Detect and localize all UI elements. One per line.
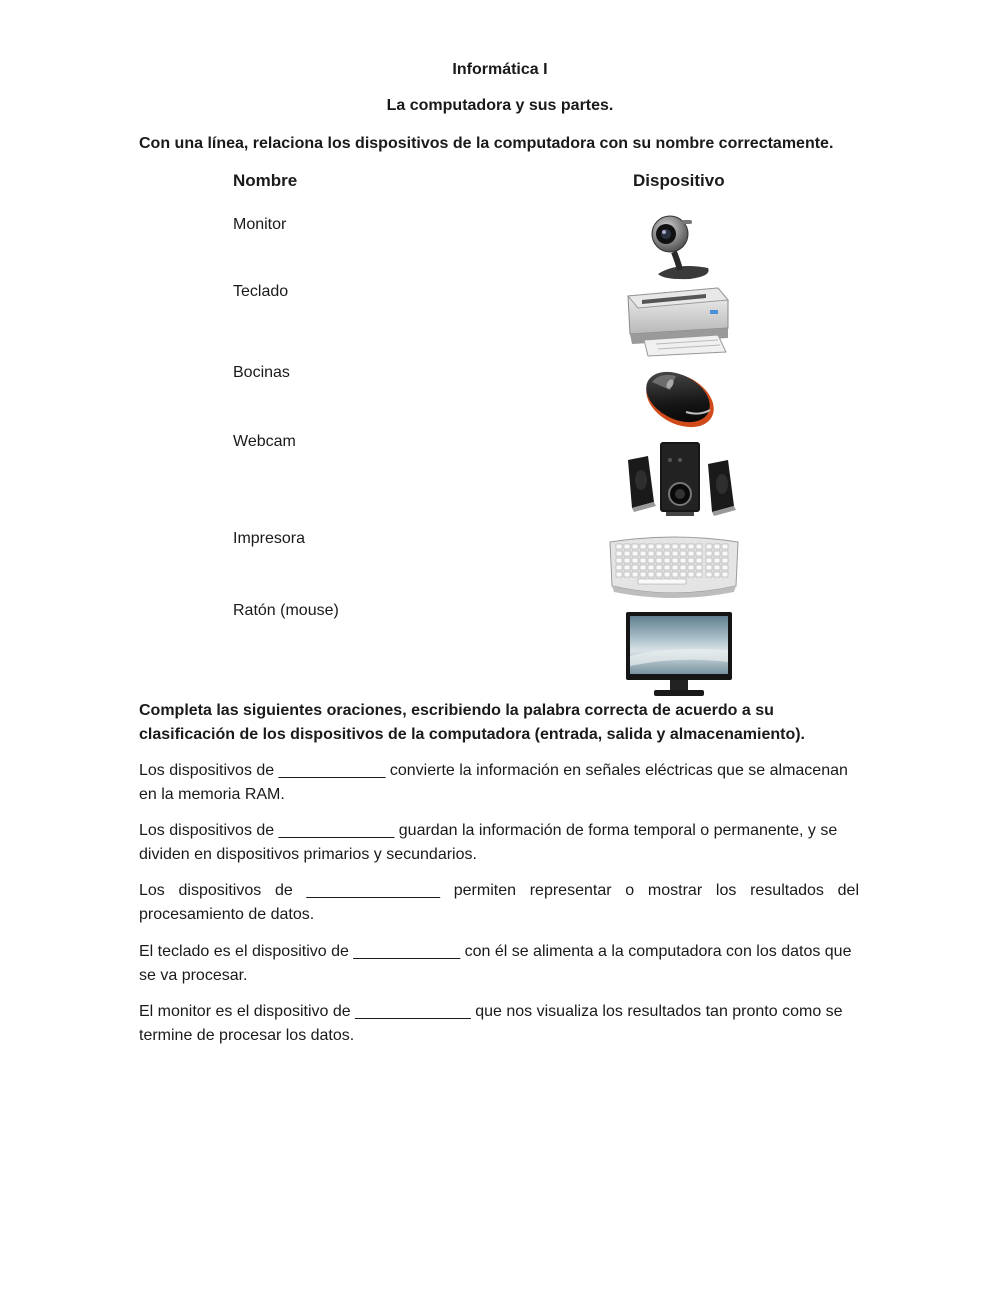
sentence-2-after: guardan la información de forma temporal o permanente, y se dividen en dispositivos primarios y secundarios. xyxy=(139,822,838,863)
names-column-header: Nombre xyxy=(233,171,298,190)
matching-instruction: Con una línea, relaciona los dispositivos de la computadora con su nombre correctamente. xyxy=(139,135,834,152)
sentence-2 xyxy=(139,819,859,867)
sentence-5-after: que nos visualiza los resultados tan pronto como se termine de procesar los datos. xyxy=(139,1003,843,1044)
sentence-3 xyxy=(139,879,859,927)
speakers-icon xyxy=(626,438,736,520)
name-item-impresora: Impresora xyxy=(233,530,306,547)
name-item-raton: Ratón (mouse) xyxy=(233,602,339,619)
webcam-icon xyxy=(640,212,715,280)
sentence-5-blank[interactable]: _____________ xyxy=(355,1003,471,1020)
completion-instruction: Completa las siguientes oraciones, escribiendo la palabra correcta de acuerdo a su clasificación de los dispositivos de la computadora (entrada, salida y almacenamiento). xyxy=(139,702,805,743)
sentence-1 xyxy=(139,759,859,807)
devices-column-header: Dispositivo xyxy=(633,171,725,190)
keyboard-icon xyxy=(608,528,740,600)
topic-title: La computadora y sus partes. xyxy=(386,97,614,114)
sentence-3-after: permiten representar o mostrar los resultados del procesamiento de datos. xyxy=(139,882,859,923)
name-item-teclado: Teclado xyxy=(233,283,289,300)
mouse-icon xyxy=(640,364,720,430)
sentence-1-blank[interactable]: ____________ xyxy=(278,762,386,779)
sentence-5 xyxy=(139,1000,859,1048)
sentence-3-before: Los dispositivos de xyxy=(139,882,307,899)
sentence-1-before: Los dispositivos de xyxy=(139,762,279,779)
sentence-4-blank[interactable]: ____________ xyxy=(353,943,461,960)
name-item-bocinas: Bocinas xyxy=(233,364,290,381)
sentence-5-before: El monitor es el dispositivo de xyxy=(139,1003,356,1020)
sentence-1-after: convierte la información en señales eléctricas que se almacenan en la memoria RAM. xyxy=(139,762,848,803)
printer-icon xyxy=(622,282,730,357)
sentence-2-blank[interactable]: _____________ xyxy=(278,822,395,839)
course-title: Informática I xyxy=(452,61,548,78)
sentence-2-before: Los dispositivos de xyxy=(139,822,279,839)
name-item-monitor: Monitor xyxy=(233,216,287,233)
sentence-4-after: con él se alimenta a la computadora con los datos que se va procesar. xyxy=(139,943,852,984)
sentence-3-blank[interactable]: _______________ xyxy=(306,882,440,899)
monitor-icon xyxy=(626,612,732,698)
sentence-4 xyxy=(139,940,859,988)
name-item-webcam: Webcam xyxy=(233,433,296,450)
sentence-4-before: El teclado es el dispositivo de xyxy=(139,943,354,960)
